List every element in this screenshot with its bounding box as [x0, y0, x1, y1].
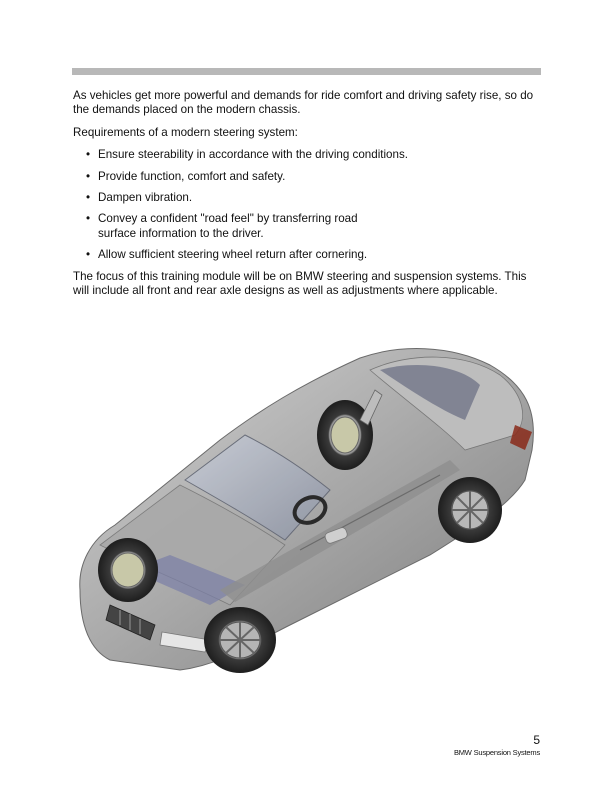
front-wheel	[204, 607, 276, 673]
footer-title: BMW Suspension Systems	[453, 748, 540, 757]
front-wheel-far	[98, 538, 158, 602]
requirements-list	[73, 148, 543, 262]
intro-paragraph: As vehicles get more powerful and demands for ride comfort and driving safety rise, so do the demands placed on the modern chassis.	[73, 89, 534, 117]
list-item: • Provide function, comfort and safety.	[73, 170, 543, 184]
focus-paragraph: The focus of this training module will be on BMW steering and suspension systems. This will include all front and rear axle designs as well as adjustments where applicable.	[73, 269, 527, 298]
requirements-heading: Requirements of a modern steering system:	[73, 125, 298, 139]
header-rule	[72, 68, 541, 75]
body-text	[73, 89, 543, 306]
list-item: • Dampen vibration.	[73, 191, 543, 205]
rear-wheel	[438, 477, 502, 543]
list-item: • Allow sufficient steering wheel return after cornering.	[73, 248, 543, 262]
page-number: 5	[533, 733, 540, 747]
car-chassis-illustration	[70, 340, 545, 680]
list-item: • Ensure steerability in accordance with the driving conditions.	[73, 148, 543, 162]
list-item: • Convey a confident "road feel" by transferring road surface information to the driver.	[73, 212, 398, 241]
